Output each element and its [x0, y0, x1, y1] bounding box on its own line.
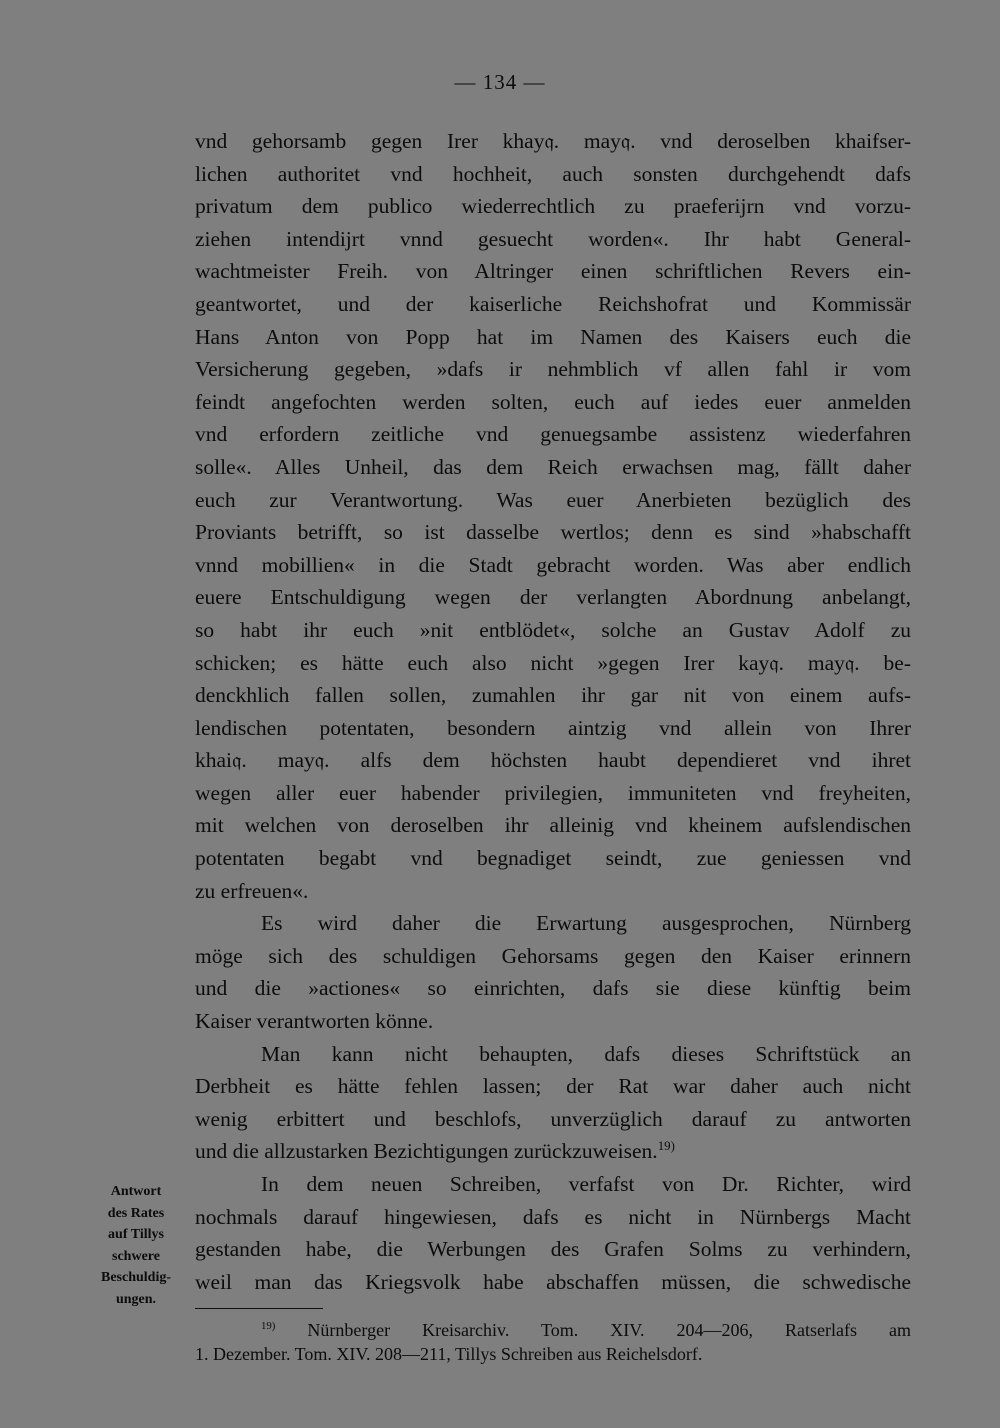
text-line: lichen authoritet vnd hochheit, auch sonsten durchgehendt dafs	[195, 161, 911, 186]
text-line: zu erfreuen«.	[195, 878, 309, 903]
footnote-marker: 19)	[261, 1320, 276, 1332]
text-line: vnd gehorsamb gegen Irer khay𝔮. may𝔮. vnd deroselben khaifser-	[195, 129, 911, 153]
margin-note-line: schwere	[112, 1248, 160, 1264]
margin-note-line: ungen.	[115, 1291, 157, 1307]
text-line: nochmals darauf hingewiesen, dafs es nicht in Nürnbergs Macht	[195, 1204, 911, 1229]
text-line: Kaiser verantworten könne.	[195, 1009, 434, 1034]
paragraph	[195, 125, 911, 907]
text-line: khai𝔮. may𝔮. alfs dem höchsten haubt dependieret vnd ihret	[195, 748, 911, 773]
text-line: schicken; es hätte euch also nicht »gegen Irer kay𝔮. may𝔮. be-	[195, 650, 911, 675]
text-line: Proviants betrifft, so ist dasselbe wertlos; denn es sind »habschafft	[195, 520, 911, 545]
text-line: potentaten begabt vnd begnadiget seindt, zue geniessen vnd	[195, 846, 911, 871]
paragraph	[195, 1038, 911, 1168]
text-line: Es wird daher die Erwartung ausgesprochen, Nürnberg	[261, 911, 911, 936]
text-line: und die allzustarken Bezichtigungen zurückzuweisen.$^{19)}$	[195, 1139, 675, 1164]
text-line: ziehen intendijrt vnnd gesuecht worden«. Ihr habt General-	[195, 226, 911, 251]
text-line: denckhlich fallen sollen, zumahlen ihr gar nit von einem aufs-	[195, 683, 911, 708]
paragraph	[195, 1168, 911, 1298]
text-line: Hans Anton von Popp hat im Namen des Kaisers euch die	[195, 324, 911, 349]
text-line: In dem neuen Schreiben, verfafst von Dr. Richter, wird	[261, 1172, 911, 1196]
main-text	[195, 125, 911, 1298]
text-line: solle«. Alles Unheil, das dem Reich erwachsen mag, fällt daher	[195, 454, 911, 479]
footnote-divider	[195, 1308, 323, 1309]
text-line: Man kann nicht behaupten, dafs dieses Schriftstück an	[261, 1041, 911, 1066]
margin-note	[80, 1181, 192, 1310]
margin-note-line: auf Tillys	[108, 1227, 164, 1242]
text-line: euere Entschuldigung wegen der verlangten Abordnung anbelangt,	[195, 585, 911, 610]
text-line: und die »actiones« so einrichten, dafs sie diese künftig beim	[195, 976, 911, 1001]
text-line: wenig erbittert und beschlofs, unverzüglich darauf zu antworten	[195, 1106, 911, 1131]
footnote-line: 1. Dezember. Tom. XIV. 208—211, Tillys Schreiben aus Reichelsdorf.	[195, 1344, 703, 1364]
text-line: wegen aller euer habender privilegien, immuniteten vnd freyheiten,	[195, 780, 911, 805]
footnote-text: Nürnberger Kreisarchiv. Tom. XIV. 204—206, Ratserlafs am	[307, 1320, 911, 1340]
text-line: vnd erfordern zeitliche vnd genuegsambe assistenz wiederfahren	[195, 422, 911, 447]
margin-note-line: des Rates	[107, 1205, 165, 1221]
text-line: feindt angefochten werden solten, euch auf iedes euer anmelden	[195, 389, 911, 414]
text-line: lendischen potentaten, besondern aintzig vnd allein von Ihrer	[195, 715, 911, 740]
footnote-ref: 19)	[657, 1139, 675, 1154]
margin-note-line: Beschuldig-	[100, 1270, 171, 1285]
page-number: — 134 —	[454, 70, 546, 94]
text-line: so habt ihr euch »nit entblödet«, solche an Gustav Adolf zu	[195, 617, 911, 642]
footnote-line	[195, 1318, 911, 1342]
margin-note-line: Antwort	[110, 1184, 162, 1199]
text-line: mit welchen von deroselben ihr alleinig vnd kheinem aufslendischen	[195, 813, 911, 838]
footnote	[195, 1318, 911, 1366]
text-line: gestanden habe, die Werbungen des Grafen Solms zu verhindern,	[195, 1237, 911, 1262]
text-line: wachtmeister Freih. von Altringer einen schriftlichen Revers ein-	[195, 259, 911, 284]
text-line: weil man das Kriegsvolk habe abschaffen müssen, die schwedische	[195, 1269, 911, 1294]
text-line: privatum dem publico wiederrechtlich zu praeferijrn vnd vorzu-	[195, 194, 911, 219]
paragraph	[195, 907, 911, 1037]
text-line: euch zur Verantwortung. Was euer Anerbieten bezüglich des	[195, 487, 911, 512]
text-line: Derbheit es hätte fehlen lassen; der Rat war daher auch nicht	[195, 1074, 911, 1099]
text-line: geantwortet, und der kaiserliche Reichshofrat und Kommissär	[195, 291, 911, 316]
text-line: Versicherung gegeben, »dafs ir nehmblich vf allen fahl ir vom	[195, 357, 911, 382]
text-line: vnnd mobillien« in die Stadt gebracht worden. Was aber endlich	[195, 552, 911, 577]
text-line: möge sich des schuldigen Gehorsams gegen den Kaiser erinnern	[195, 943, 911, 968]
